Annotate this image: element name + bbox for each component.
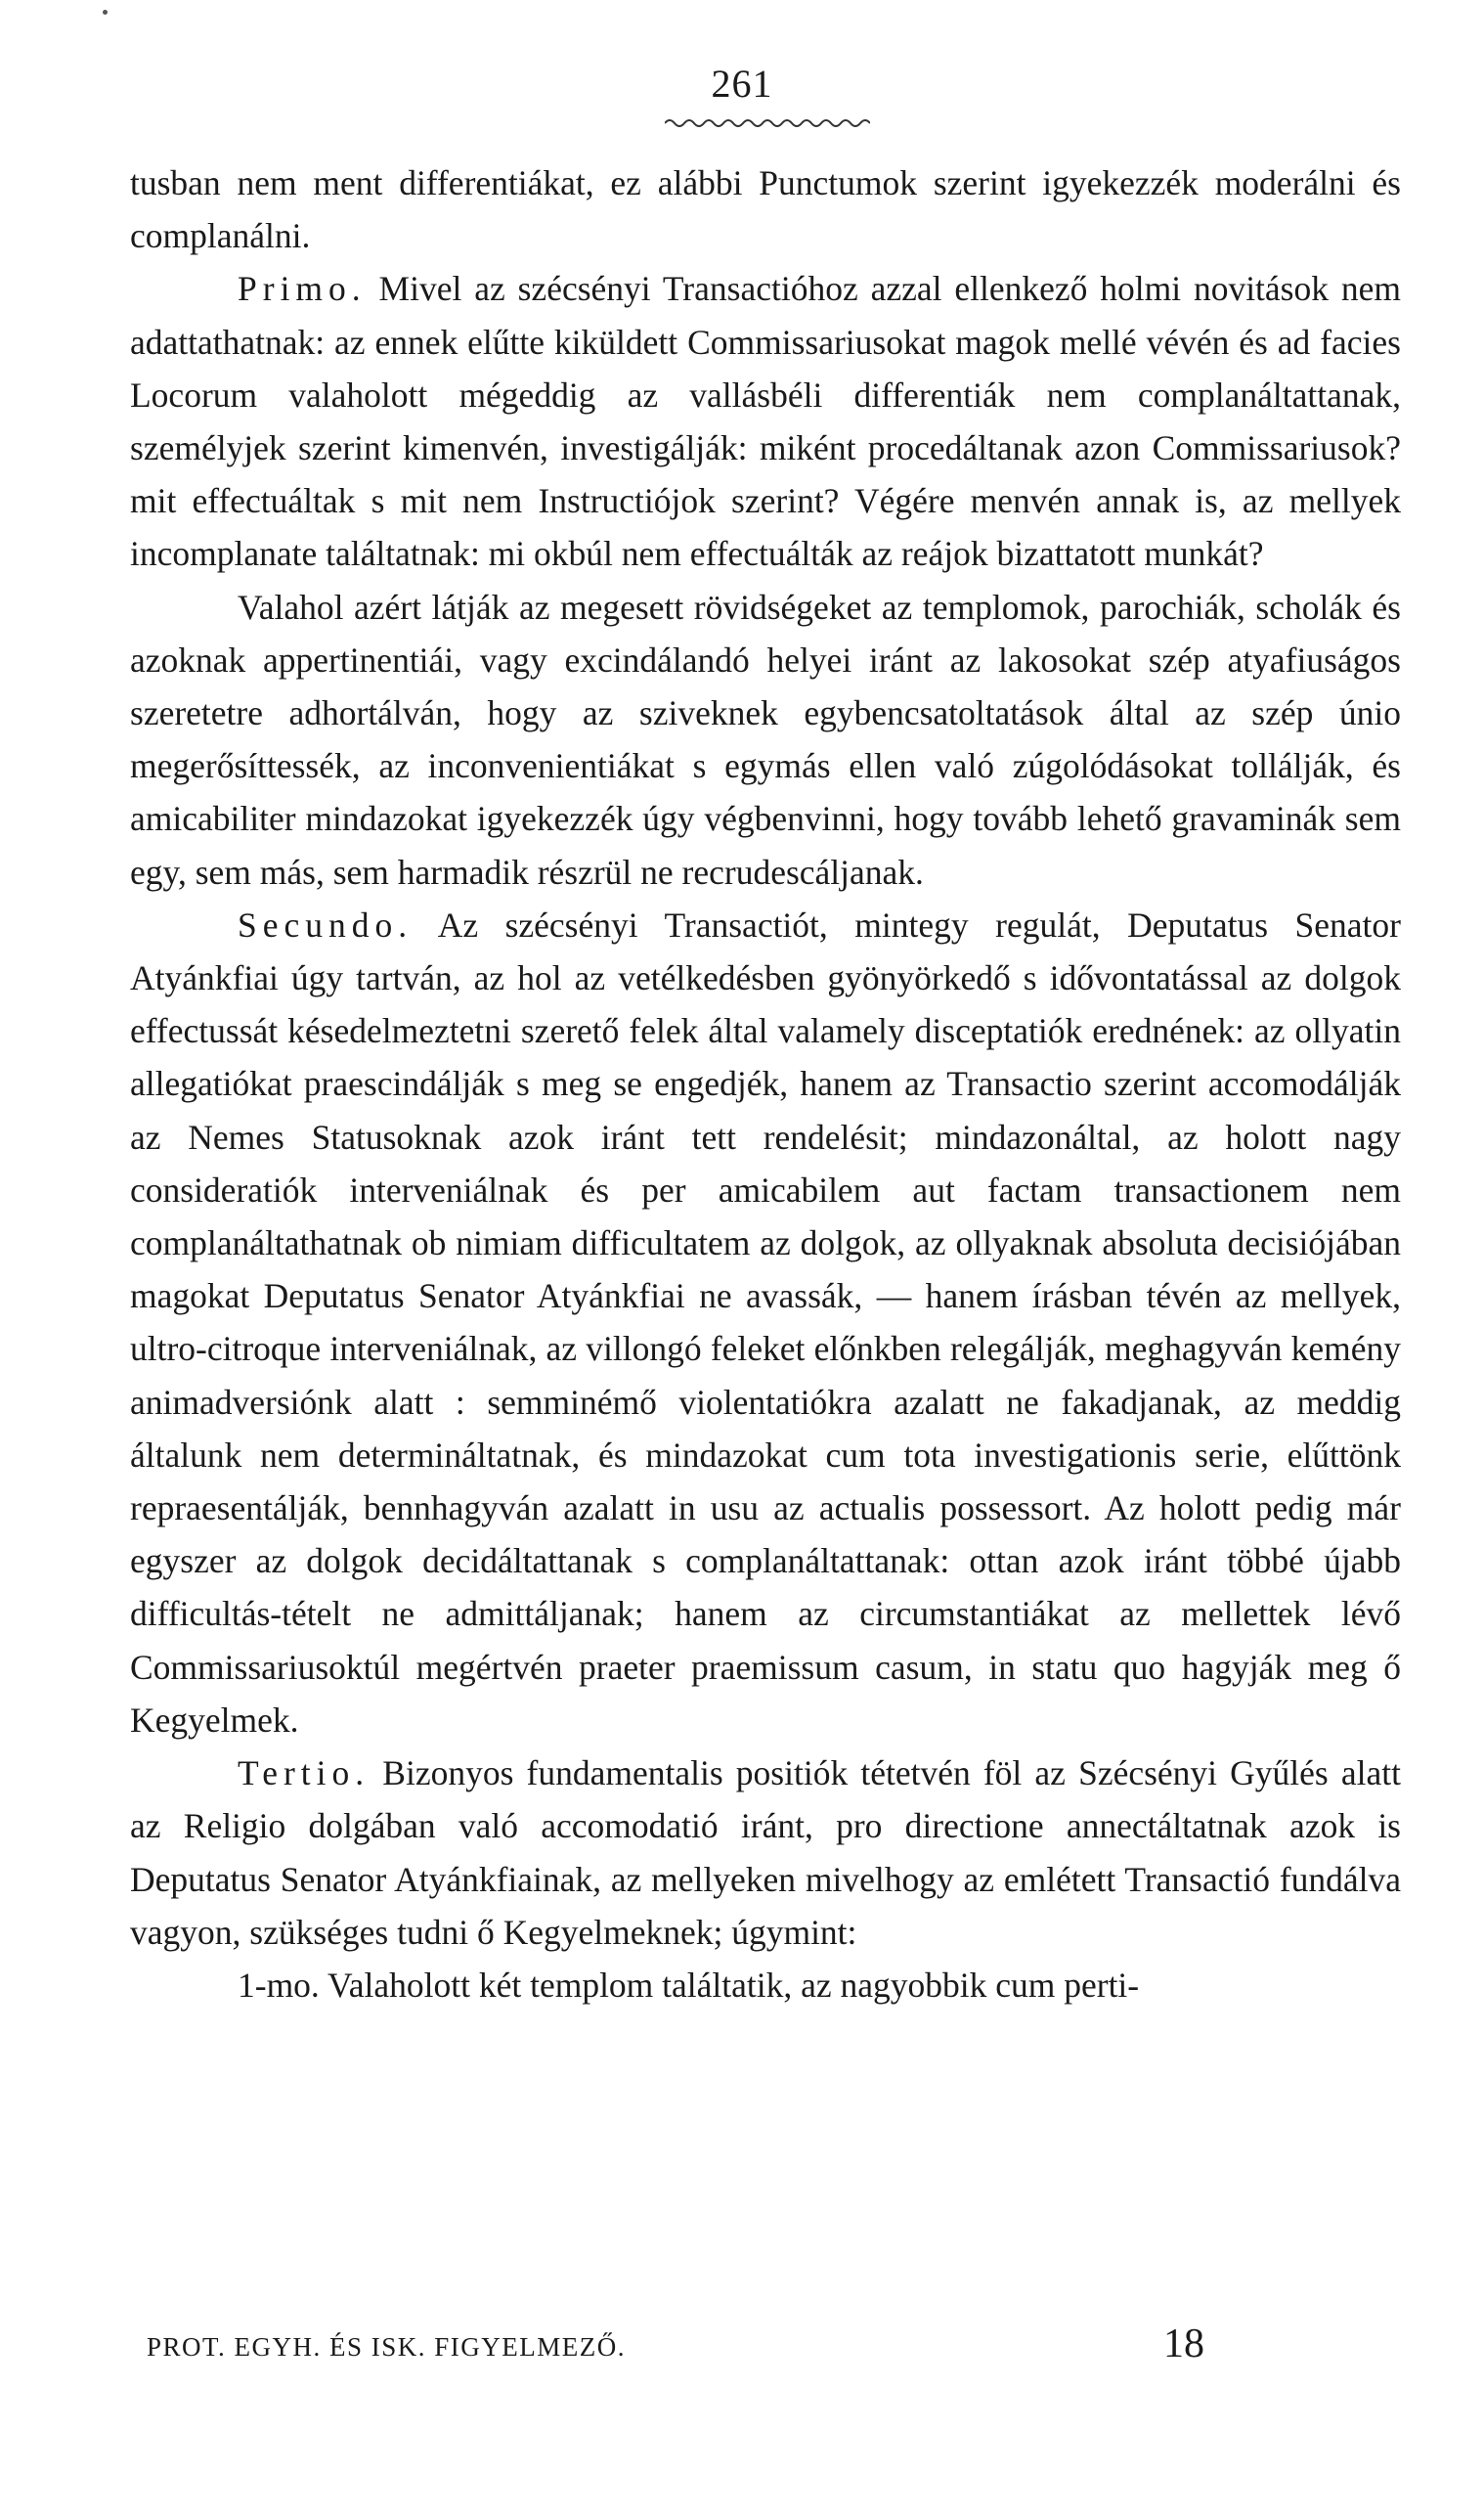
paragraph-text: Valahol azért látják az megesett rövidségeket az templomok, parochiák, scholák és azoknak appertinentiái, vagy excindálandó helyei iránt az lakosokat szép atyafiuságos szeretetre adhortálván, hogy az sziveknek egybencsatoltatások által az szép únio megerősíttessék, az inconvenientiákat s egymás ellen való zúgolódásokat tollálják, és amicabiliter mindazokat igyekezzék úgy végbenvinni, hogy tovább lehető gravaminák sem egy, sem más, sem harmadik részrül ne recrudescáljanak.	[130, 587, 1401, 892]
paragraph-continuation	[130, 156, 1401, 262]
paragraph-primo	[130, 262, 1401, 580]
printer-signature: PROT. EGYH. ÉS ISK. FIGYELMEZŐ.	[147, 2332, 626, 2362]
paragraph-text: Bizonyos fundamentalis positiók tétetvén föl az Szécsényi Gyűlés alatt az Religio dolgában való accomodatió iránt, pro directione annectáltatnak azok is Deputatus Senator Atyánkfiainak, az mellyeken mivelhogy az emlétett Transactió fundálva vagyon, szükséges tudni ő Kegyelmeknek; úgymint:	[130, 1753, 1401, 1952]
body-text	[130, 156, 1401, 2011]
page-footer	[147, 2320, 1408, 2369]
paragraph-text: Az szécsényi Transactiót, mintegy regulát, Deputatus Senator Atyánkfiai úgy tartván, az hol az vetélkedésben gyönyörkedő s idővontatással az dolgok effectussát késedelmeztetni szerető felek által valamely disceptatiók erednének: az ollyatin allegatiókat praescindálják s meg se engedjék, hanem az Transactio szerint accomodálják az Nemes Statusoknak azok iránt tett rendelésit; mindazonáltal, az holott nagy consideratiók interveniálnak és per amicabilem aut factam transactionem nem complanáltathatnak ob nimiam difficultatem az dolgok, az ollyaknak absoluta decisiójában magokat Deputatus Senator Atyánkfiai ne avassák, — hanem írásban tévén az mellyek, ultro-citroque interveniálnak, az villongó feleket előnkben relegálják, meghagyván kemény animadversiónk alatt : semminémő violentatiókra azalatt ne fakadjanak, az meddig általunk nem determináltatnak, és mindazokat cum tota investigationis serie, elűttönk repraesentálják, bennhagyván azalatt in usu az actualis possessort. Az holott pedig már egyszer az dolgok decidáltattanak s complanáltattanak: ottan azok iránt többé újabb difficultás-tételt ne admittáljanak; hanem az circumstantiákat az mellettek lévő Commissariusoktúl megértvén praeter praemissum casum, in statu quo hagyják meg ő Kegyelmek.	[130, 905, 1401, 1740]
section-lead: Secundo.	[238, 905, 414, 945]
page-number: 261	[711, 62, 773, 106]
paragraph-text: 1-mo. Valaholott két templom találtatik, az nagyobbik cum perti-	[238, 1965, 1140, 2005]
paragraph-tertio	[130, 1746, 1401, 1959]
section-lead: Primo.	[238, 269, 367, 309]
paragraph-secundo	[130, 899, 1401, 1746]
wavy-rule-ornament	[665, 115, 870, 131]
paragraph-valahol	[130, 581, 1401, 899]
sheet-number: 18	[1163, 2321, 1204, 2366]
paragraph-1mo	[130, 1959, 1401, 2011]
section-lead: Tertio.	[238, 1753, 371, 1793]
ink-speck	[103, 10, 108, 15]
paragraph-text: Mivel az szécsényi Transactióhoz azzal ellenkező holmi novitások nem adattathatnak: az ennek elűtte kiküldett Commissariusokat magok mellé vévén és ad facies Locorum valaholott mégeddig az vallásbéli differentiák nem complanáltattanak, személyjek szerint kimenvén, investigálják: miként procedáltanak azon Commissariusok? mit effectuáltak s mit nem Instructiójok szerint? Végére menvén annak is, az mellyek incomplanate találtatnak: mi okbúl nem effectuálták az reájok bizattatott munkát?	[130, 269, 1401, 574]
paragraph-text: tusban nem ment differentiákat, ez alábbi Punctumok szerint igyekezzék moderálni és complanálni.	[130, 163, 1401, 256]
